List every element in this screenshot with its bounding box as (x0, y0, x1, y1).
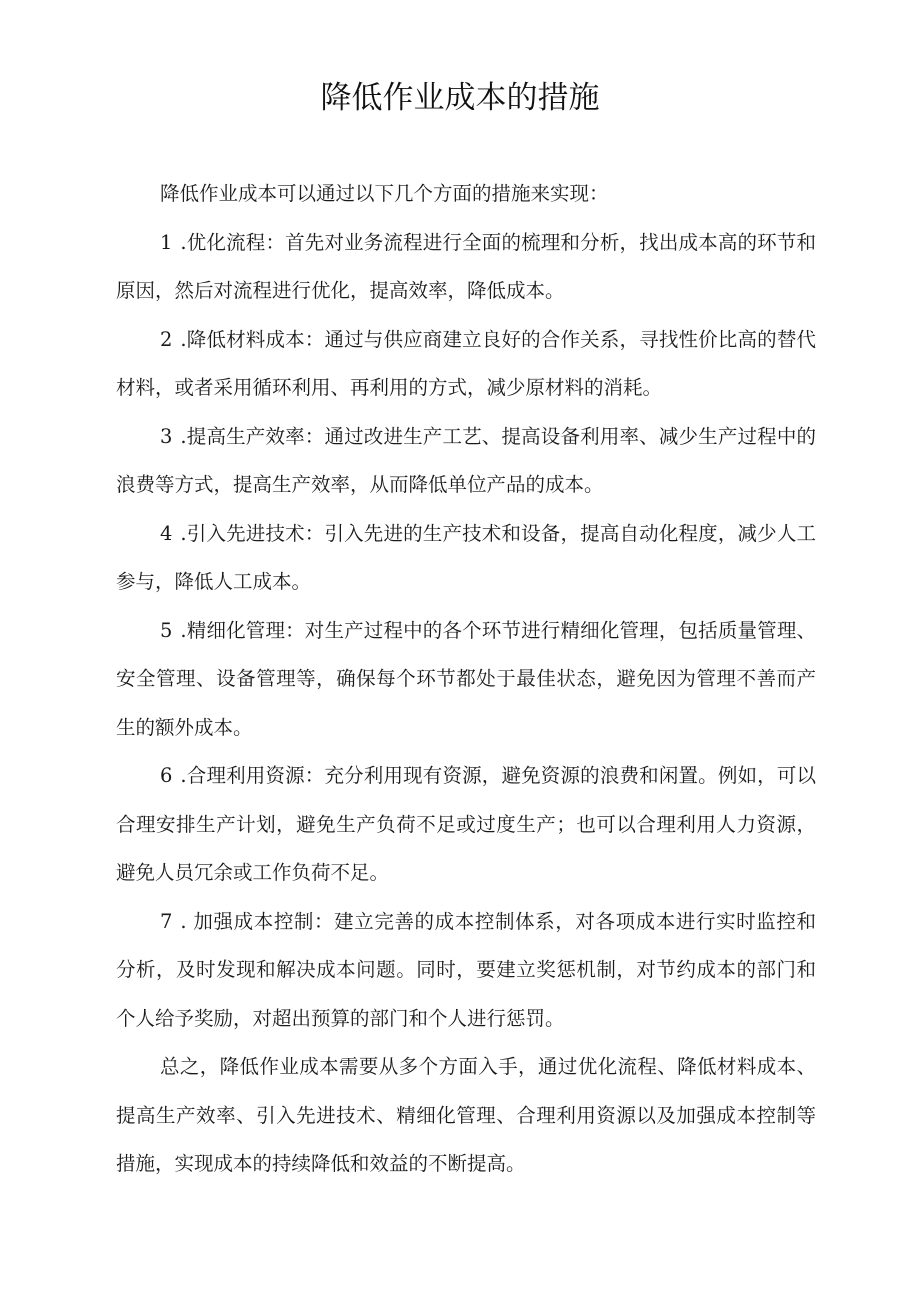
list-item (116, 219, 816, 316)
list-item (116, 898, 816, 1044)
item-text: . 加强成本控制：建立完善的成本控制体系，对各项成本进行实时监控和分析，及时发现和解决成本问题。同时，要建立奖惩机制，对节约成本的部门和个人给予奖励，对超出预算的部门和个人进行惩罚。 (116, 909, 816, 1030)
item-text: .提高生产效率：通过改进生产工艺、提高设备利用率、减少生产过程中的浪费等方式，提高生产效率，从而降低单位产品的成本。 (116, 424, 816, 496)
item-number: 2 (160, 327, 173, 351)
list-item (116, 316, 816, 413)
intro-paragraph: 降低作业成本可以通过以下几个方面的措施来实现： (160, 182, 609, 205)
item-text: .优化流程：首先对业务流程进行全面的梳理和分析，找出成本高的环节和原因，然后对流程进行优化，提高效率，降低成本。 (116, 230, 816, 302)
list-item (116, 510, 816, 607)
item-text: .引入先进技术：引入先进的生产技术和设备，提高自动化程度，减少人工参与，降低人工成本。 (116, 521, 816, 593)
document-title: 降低作业成本的措施 (320, 80, 600, 116)
item-number: 3 (160, 424, 173, 448)
item-text: .精细化管理：对生产过程中的各个环节进行精细化管理，包括质量管理、安全管理、设备管理等，确保每个环节都处于最佳状态，避免因为管理不善而产生的额外成本。 (116, 618, 816, 739)
item-number: 4 (160, 521, 173, 545)
item-number: 6 (160, 764, 173, 787)
item-number: 7 (160, 909, 173, 933)
list-item (116, 607, 816, 753)
document-body (116, 170, 816, 1189)
conclusion-paragraph: 总之，降低作业成本需要从多个方面入手，通过优化流程、降低材料成本、提高生产效率、引入先进技术、精细化管理、合理利用资源以及加强成本控制等措施，实现成本的持续降低和效益的不断提高。 (116, 1055, 816, 1175)
item-number: 1 (160, 230, 173, 254)
item-number: 5 (160, 618, 173, 642)
list-item (116, 752, 816, 898)
item-text: .降低材料成本：通过与供应商建立良好的合作关系，寻找性价比高的替代材料，或者采用循环利用、再利用的方式，减少原材料的消耗。 (116, 327, 816, 399)
list-item (116, 413, 816, 510)
item-text: .合理利用资源：充分利用现有资源，避免资源的浪费和闲置。例如，可以合理安排生产计划，避免生产负荷不足或过度生产；也可以合理利用人力资源，避免人员冗余或工作负荷不足。 (116, 764, 816, 884)
